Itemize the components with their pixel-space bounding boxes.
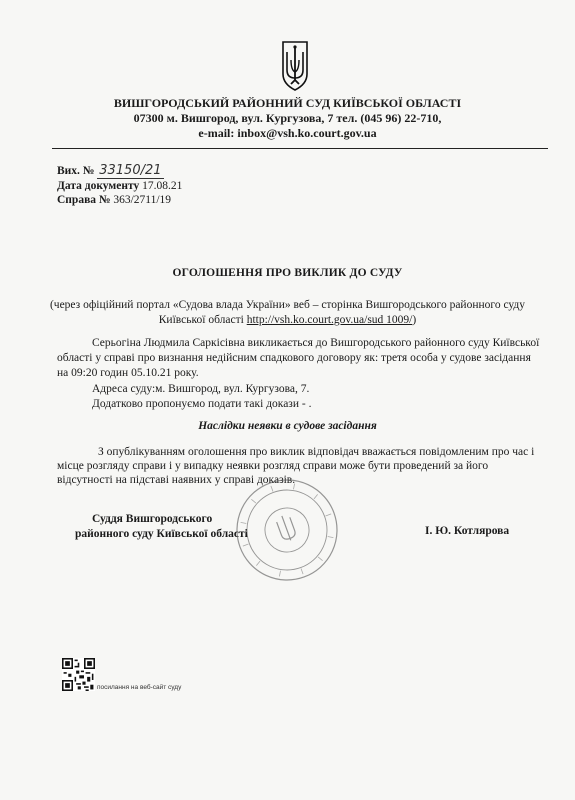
outgoing-label: Вих. № bbox=[57, 165, 95, 177]
consequences-heading: Наслідки неявки в судове засідання bbox=[198, 420, 377, 432]
court-seal-stamp bbox=[232, 475, 342, 585]
court-address-line: Адреса суду:м. Вишгород, вул. Кургузова, 7. bbox=[92, 383, 310, 395]
header-divider bbox=[52, 148, 548, 149]
evidence-line: Додатково пропонуємо подати такі докази - . bbox=[92, 398, 312, 410]
outgoing-number: 33150/21 bbox=[99, 163, 162, 178]
outgoing-number-row bbox=[57, 163, 164, 179]
date-label: Дата документу bbox=[57, 180, 140, 192]
qr-code-icon[interactable] bbox=[62, 658, 95, 691]
coat-of-arms-icon bbox=[280, 40, 310, 92]
portal-note-line2 bbox=[0, 313, 575, 328]
portal-prefix: Київської області bbox=[158, 314, 247, 326]
court-name: ВИШГОРОДСЬКИЙ РАЙОННИЙ СУД КИЇВСЬКОЇ ОБЛАСТІ bbox=[113, 96, 462, 110]
portal-note-line1: (через офіційний портал «Судова влада України» веб – сторінка Вишгородського районного суду bbox=[49, 299, 526, 311]
judge-title-line2: районного суду Київської області bbox=[75, 528, 248, 540]
consequences-line1: З опублікуванням оголошення про виклик відповідач вважається повідомленим про час і bbox=[98, 446, 535, 458]
summons-line1: Серьогіна Людмила Саркісівна викликається до Вишгородського районного суду Київської bbox=[92, 337, 540, 349]
case-number-row bbox=[57, 193, 171, 208]
portal-suffix: ) bbox=[412, 314, 417, 326]
date-value: 17.08.21 bbox=[142, 180, 183, 192]
case-label: Справа № bbox=[57, 194, 111, 206]
case-value: 363/2711/19 bbox=[113, 194, 172, 206]
judge-name: І. Ю. Котлярова bbox=[425, 525, 510, 537]
court-address: 07300 м. Вишгород, вул. Кургузова, 7 тел. (045 96) 22-710, bbox=[133, 111, 442, 125]
summons-line2: області у справі про визнання недійсним спадкового договору як: третя особа у судове засідання bbox=[57, 352, 531, 364]
judge-title-line1: Суддя Вишгородського bbox=[92, 513, 213, 525]
court-email: e-mail: inbox@vsh.ko.court.gov.ua bbox=[198, 126, 377, 140]
summons-line3: на 09:20 годин 05.10.21 року. bbox=[57, 367, 199, 379]
document-date-row bbox=[57, 179, 182, 194]
document-title: ОГОЛОШЕННЯ ПРО ВИКЛИК ДО СУДУ bbox=[172, 267, 403, 279]
court-website-link[interactable]: http://vsh.ko.court.gov.ua/sud 1009/ bbox=[246, 314, 413, 326]
qr-caption: посилання на веб-сайт суду bbox=[97, 684, 182, 691]
consequences-line3: відсутності на підставі наявних у справі доказів. bbox=[57, 474, 296, 486]
consequences-line2: місце розгляду справи і у випадку неявки розгляд справи може бути проведений за його bbox=[57, 460, 489, 472]
